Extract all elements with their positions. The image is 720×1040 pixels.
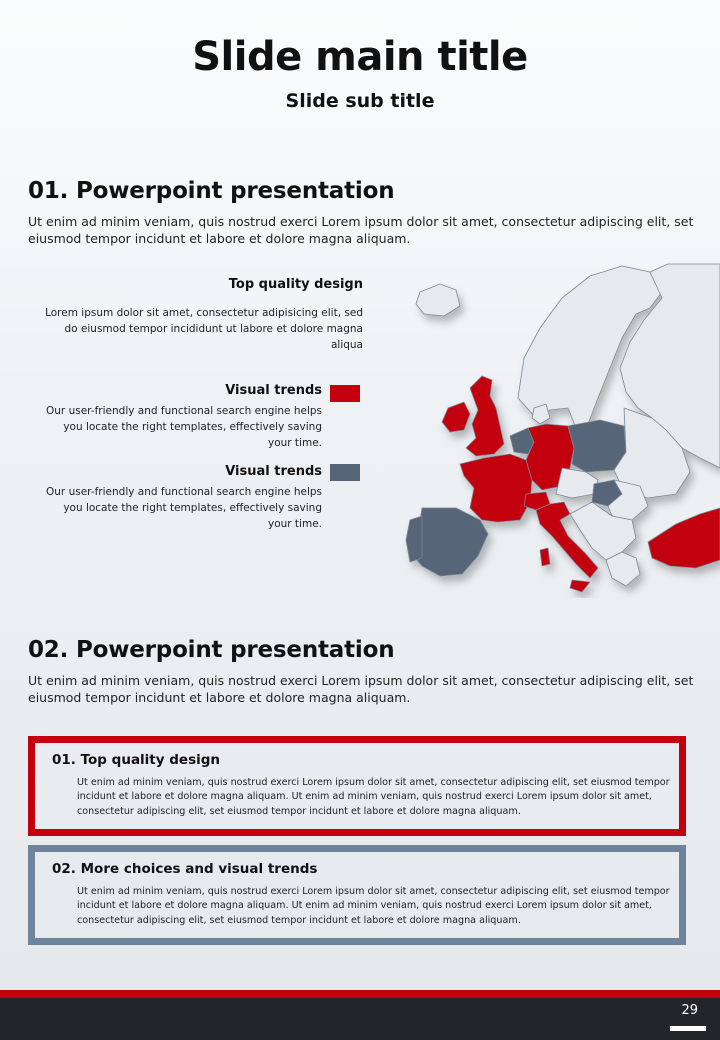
spain	[412, 508, 488, 576]
card-top-quality	[28, 736, 686, 836]
feature-top-text: Lorem ipsum dolor sit amet, consectetur adipisicing elit, sed do eiusmod tempor incididunt ut labore et dolore magna aliqua	[45, 307, 363, 351]
card-more-choices	[28, 845, 686, 945]
slide-subtitle: Slide sub title	[285, 90, 435, 112]
section1-body: Ut enim ad minim veniam, quis nostrud exerci Lorem ipsum dolor sit amet, consectetur adipiscing elit, set eiusmod tempor incidunt et labore et dolore magna aliquam.	[28, 214, 694, 246]
legend-red-heading: Visual trends	[225, 383, 322, 398]
sicily	[570, 580, 590, 592]
europe-map	[400, 258, 720, 598]
section2-title: 02. Powerpoint presentation	[28, 637, 395, 663]
page-number-underline	[670, 1026, 706, 1031]
legend-grey-text: Our user-friendly and functional search engine helps you locate the right templates, effectively saving your time.	[46, 486, 322, 530]
card-text: Ut enim ad minim veniam, quis nostrud exerci Lorem ipsum dolor sit amet, consectetur adipiscing elit, set eiusmod tempor incidunt et labore et dolore magna aliquam. Ut enim ad minim veniam, quis nostrud exerci Lorem ipsum dolor sit amet, consectetur adipiscing elit, set eiusmod tempor incidunt et labore et dolore magna aliquam.	[77, 886, 670, 926]
footer-accent-bar	[0, 990, 720, 998]
turkey	[648, 508, 720, 568]
legend-grey-swatch	[330, 464, 360, 481]
feature-top-heading: Top quality design	[228, 277, 363, 292]
france	[460, 454, 532, 522]
greece	[606, 552, 640, 586]
uk	[466, 376, 504, 456]
card-title: 01. Top quality design	[52, 752, 221, 768]
sardinia	[540, 548, 550, 566]
poland	[568, 420, 626, 472]
legend-grey-heading: Visual trends	[225, 464, 322, 479]
ireland	[442, 402, 470, 432]
section2-body: Ut enim ad minim veniam, quis nostrud exerci Lorem ipsum dolor sit amet, consectetur adipiscing elit, set eiusmod tempor incidunt et labore et dolore magna aliquam.	[28, 673, 694, 705]
card-text: Ut enim ad minim veniam, quis nostrud exerci Lorem ipsum dolor sit amet, consectetur adipiscing elit, set eiusmod tempor incidunt et labore et dolore magna aliquam. Ut enim ad minim veniam, quis nostrud exerci Lorem ipsum dolor sit amet, consectetur adipiscing elit, set eiusmod tempor incidunt et labore et dolore magna aliquam.	[77, 777, 670, 817]
legend-red-swatch	[330, 385, 360, 402]
portugal	[406, 516, 422, 562]
section1-title: 01. Powerpoint presentation	[28, 178, 395, 204]
card-title: 02. More choices and visual trends	[52, 861, 318, 877]
page-number: 29	[681, 1003, 698, 1018]
footer-bar	[0, 998, 720, 1040]
legend-red-text: Our user-friendly and functional search engine helps you locate the right templates, effectively saving your time.	[46, 405, 322, 449]
iceland	[416, 284, 460, 316]
czech-austria	[556, 468, 598, 498]
slide-title: Slide main title	[192, 34, 528, 80]
